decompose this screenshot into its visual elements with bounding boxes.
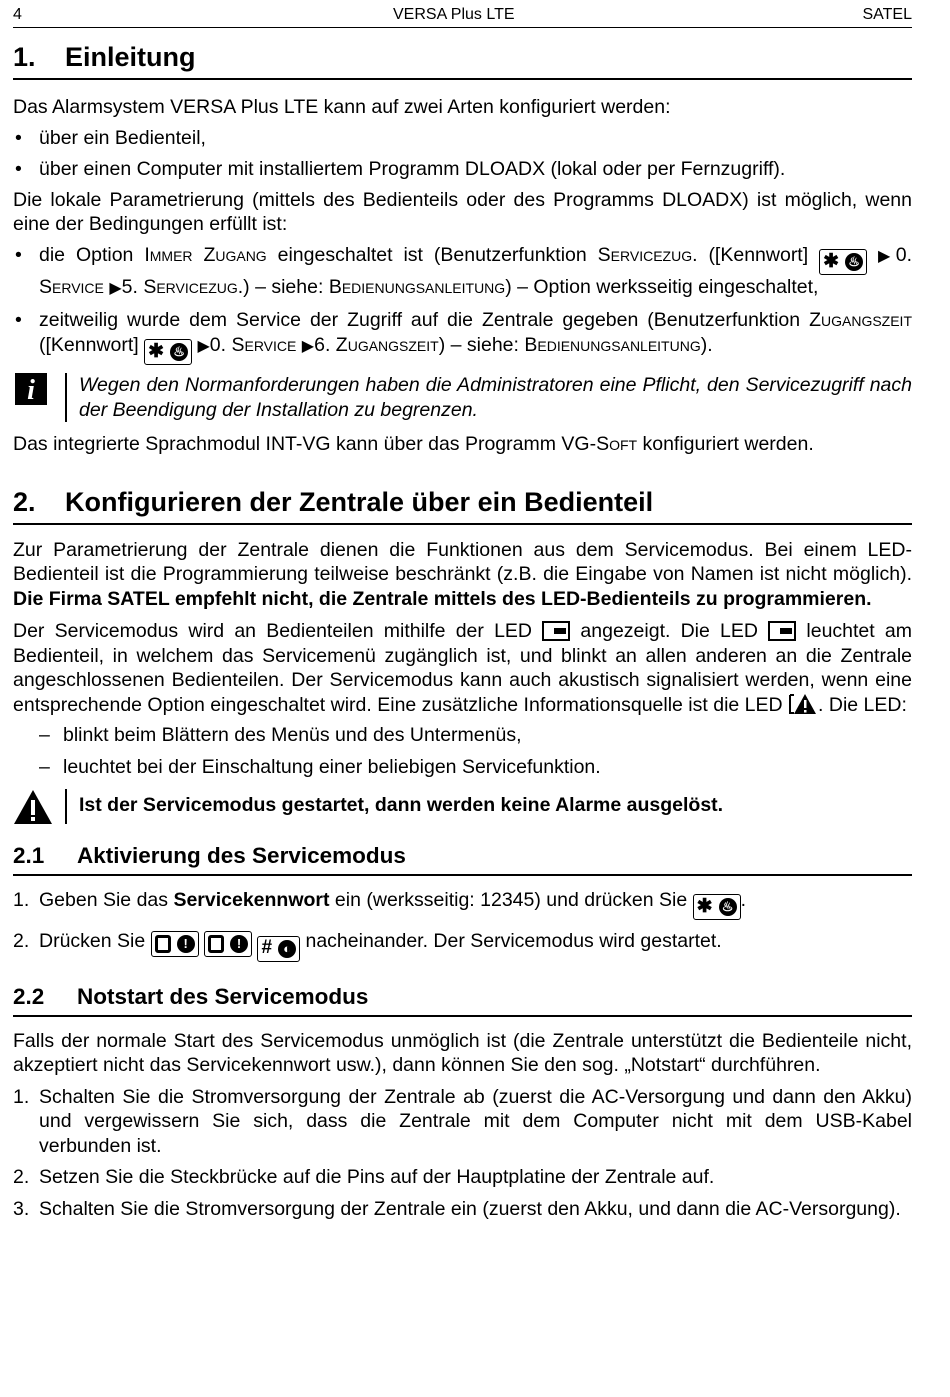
hash-key: # ◐ [257,936,300,962]
arrow-right-icon: ▶ [301,337,315,355]
fire-icon: ♨ [719,898,737,916]
list-item: – blinkt beim Blättern des Menüs und des Untermenüs, [13,723,912,748]
svg-text:i: i [27,375,35,405]
fire-icon: ♨ [845,253,863,271]
voice-module-paragraph: Das integrierte Sprachmodul INT-VG kann über das Programm VG-Soft konfiguriert werden. [13,433,814,455]
warning-icon [13,789,53,825]
emergency-steps [13,1085,912,1222]
activation-steps [13,888,912,962]
arrow-right-icon: ▶ [109,279,122,297]
list-item: 2. Drücken Sie ! ! # ◐ nacheinander. Der Servicemodus wird gestartet. [13,929,912,961]
emergency-start-paragraph: Falls der normale Start des Servicemodus unmöglich ist (die Zentrale unterstützt die Bedienteile nicht, akzeptiert nicht das Servicekennwort usw.), dann können Sie den sog. „Notstart“ durchführen. [13,1029,912,1076]
parametrization-paragraph: Zur Parametrierung der Zentrale dienen die Funktionen aus dem Servicemodus. Bei einem LED-Bedienteil ist die Programmierung teilweise beschränkt (z.B. die Eingabe von Namen ist nicht möglich). Die Firma SATEL empfehlt nicht, die Zentrale mittels des LED-Bedienteils zu programmieren. [13,538,912,610]
arrow-right-icon: ▶ [197,337,210,355]
section-number: 2.1 [13,843,45,868]
conditions-list [13,243,912,366]
section-title: Notstart des Servicemodus [77,983,369,1009]
config-methods-list [13,126,912,182]
section-2-heading [13,487,912,525]
led-states-list [13,723,912,779]
page-number: 4 [13,6,22,23]
list-item: • über ein Bedienteil, [13,126,912,151]
list-item: • zeitweilig wurde dem Service der Zugriff auf die Zentrale gegeben (Benutzerfunktion Zugangszeit ([Kennwort] ✱ ♨ ▶0. Service ▶6. Zugangszeit) – siehe: Bedienungsanleitung). [13,308,912,365]
section-2-1-heading [13,843,912,876]
section-number: 2. [13,486,36,517]
list-item: 1. Schalten Sie die Stromversorgung der Zentrale ab (zuerst die AC-Versorgung und dann den Akku) und vergewissern Sie sich, dass die Zentrale mit dem Computer nicht mit dem USB-Kabel verbunden ist. [13,1085,912,1157]
list-item: • die Option Immer Zugang eingeschaltet ist (Benutzerfunktion Servicezug. ([Kennwort] ✱ ♨ ▶0. Service ▶5. Servicezug.) – siehe: Bedienungsanleitung) – Option werksseitig eingeschaltet, [13,243,912,302]
arrow-right-icon: ▶ [877,247,896,265]
section-number: 1. [13,42,36,72]
intro-paragraph: Das Alarmsystem VERSA Plus LTE kann auf zwei Arten konfiguriert werden: [13,96,671,118]
document-title: VERSA Plus LTE [393,6,515,23]
service-led-icon [768,621,796,641]
info-note [13,373,912,422]
info-icon [13,373,53,405]
star-key: ✱ ♨ [819,249,867,275]
list-item: 2. Setzen Sie die Steckbrücke auf die Pins auf der Hauptplatine der Zentrale auf. [13,1166,715,1188]
zero-key [151,931,199,957]
warning-note [13,789,912,825]
brand-name: SATEL [862,6,912,23]
star-key: ✱ ♨ [144,339,192,365]
warning-text: Ist der Servicemodus gestartet, dann werden keine Alarme ausgelöst. [65,789,912,824]
section-title: Aktivierung des Servicemodus [77,843,406,868]
section-number: 2.2 [13,983,45,1009]
list-item: – leuchtet bei der Einschaltung einer beliebigen Servicefunktion. [13,755,912,780]
list-item: 3. Schalten Sie die Stromversorgung der Zentrale ein (zuerst den Akku, und dann die AC-Versorgung). [13,1197,901,1220]
fire-icon: ♨ [170,343,188,361]
key-zero-icon [155,935,171,953]
list-item: • über einen Computer mit installiertem Programm DLOADX (lokal oder per Fernzugriff). [13,157,912,182]
half-moon-icon: ◐ [278,940,296,958]
section-1-heading [13,42,912,80]
exclamation-icon: ! [230,935,248,953]
key-zero-icon [208,935,224,953]
exclamation-icon: ! [177,935,195,953]
star-key: ✱ ♨ [693,894,741,920]
service-led-icon [542,621,570,641]
page-header [13,0,912,28]
manual-page [13,0,912,1221]
local-config-paragraph: Die lokale Parametrierung (mittels des Bedienteils oder des Programms DLOADX) ist möglich, wenn eine der Bedingungen erfüllt ist: [13,188,912,235]
service-mode-led-paragraph: Der Servicemodus wird an Bedienteilen mithilfe der LED angezeigt. Die LED leuchtet am Bedienteil, in welchem das Servicemenü zugänglich ist, und blinkt an allen anderen an die Zentrale angeschlossenen Bedienteilen. Der Servicemodus kann auch akustisch signalisiert werden, wenn eine entsprechende Option eingeschaltet wird. Eine zusätzliche Informationsquelle ist die LED . Die LED: [13,620,912,716]
zero-key [204,931,252,957]
list-item: 1. Geben Sie das Servicekennwort ein (werksseitig: 12345) und drücken Sie ✱ ♨ . [13,888,912,920]
section-title: Konfigurieren der Zentrale über ein Bedienteil [65,486,654,517]
trouble-led-icon [788,693,818,715]
section-2-2-heading [13,984,912,1017]
info-note-text: Wegen den Normanforderungen haben die Administratoren eine Pflicht, den Servicezugriff nach der Beendigung der Installation zu begrenzen. [65,373,912,422]
section-title: Einleitung [65,42,196,72]
